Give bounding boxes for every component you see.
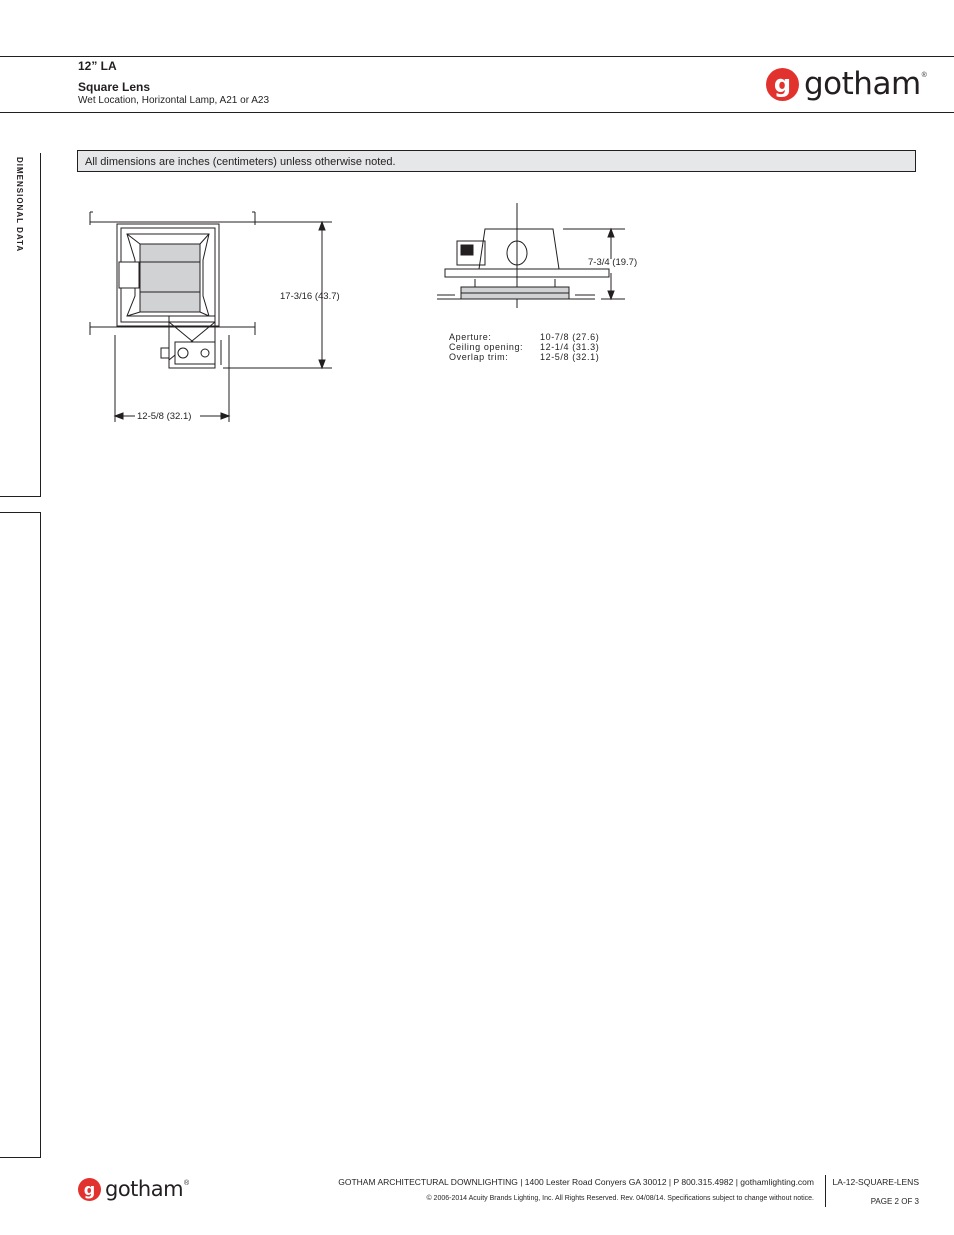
footer-registered-mark: ® [184,1179,190,1187]
height-dimension-label: 17-3/16 (43.7) [280,291,340,302]
spec-value: 12-1/4 (31.3) [540,342,600,352]
header-top-rule [0,56,954,57]
footer-address: GOTHAM ARCHITECTURAL DOWNLIGHTING | 1400 Lester Road Conyers GA 30012 | P 800.315.4982 | gothamlighting.com [338,1177,814,1187]
header-bottom-rule [0,112,954,113]
side-height-dimension-label: 7-3/4 (19.7) [588,257,638,268]
units-note: All dimensions are inches (centimeters) unless otherwise noted. [77,150,916,172]
spec-label: Ceiling opening: [449,342,524,352]
footer-copyright: © 2006-2014 Acuity Brands Lighting, Inc. All Rights Reserved. Rev. 04/08/14. Specifications subject to change without notice. [426,1195,814,1202]
spec-row-overlap-trim [449,352,599,362]
plan-view-drawing [85,200,375,430]
side-view-drawing [435,203,638,308]
side-tab-label: DIMENSIONAL DATA [15,157,24,253]
spec-label: Aperture: [449,332,492,342]
footer-document-code: LA-12-SQUARE-LENS [832,1177,919,1187]
product-subtitle: Square Lens [78,80,151,94]
spec-value: 12-5/8 (32.1) [540,352,600,362]
gotham-wordmark: gotham [804,66,921,102]
registered-mark: ® [921,71,927,79]
spec-label: Overlap trim: [449,352,509,362]
spec-row-ceiling-opening [449,342,599,352]
footer-divider [825,1175,826,1207]
spec-row-aperture [449,332,599,342]
footer-page-number: PAGE 2 OF 3 [870,1197,919,1206]
width-dimension-label: 12-5/8 (32.1) [137,411,192,422]
gotham-g-icon: g [766,68,799,101]
spec-value: 10-7/8 (27.6) [540,332,600,342]
gotham-logo [766,66,927,102]
product-description: Wet Location, Horizontal Lamp, A21 or A23 [78,95,270,106]
footer-gotham-g-icon: g [78,1178,101,1201]
side-tab-lower [0,512,41,1158]
product-title: 12” LA [78,59,117,73]
footer-gotham-logo [78,1177,189,1201]
opening-specs [449,332,599,362]
footer-gotham-wordmark: gotham [105,1177,184,1201]
